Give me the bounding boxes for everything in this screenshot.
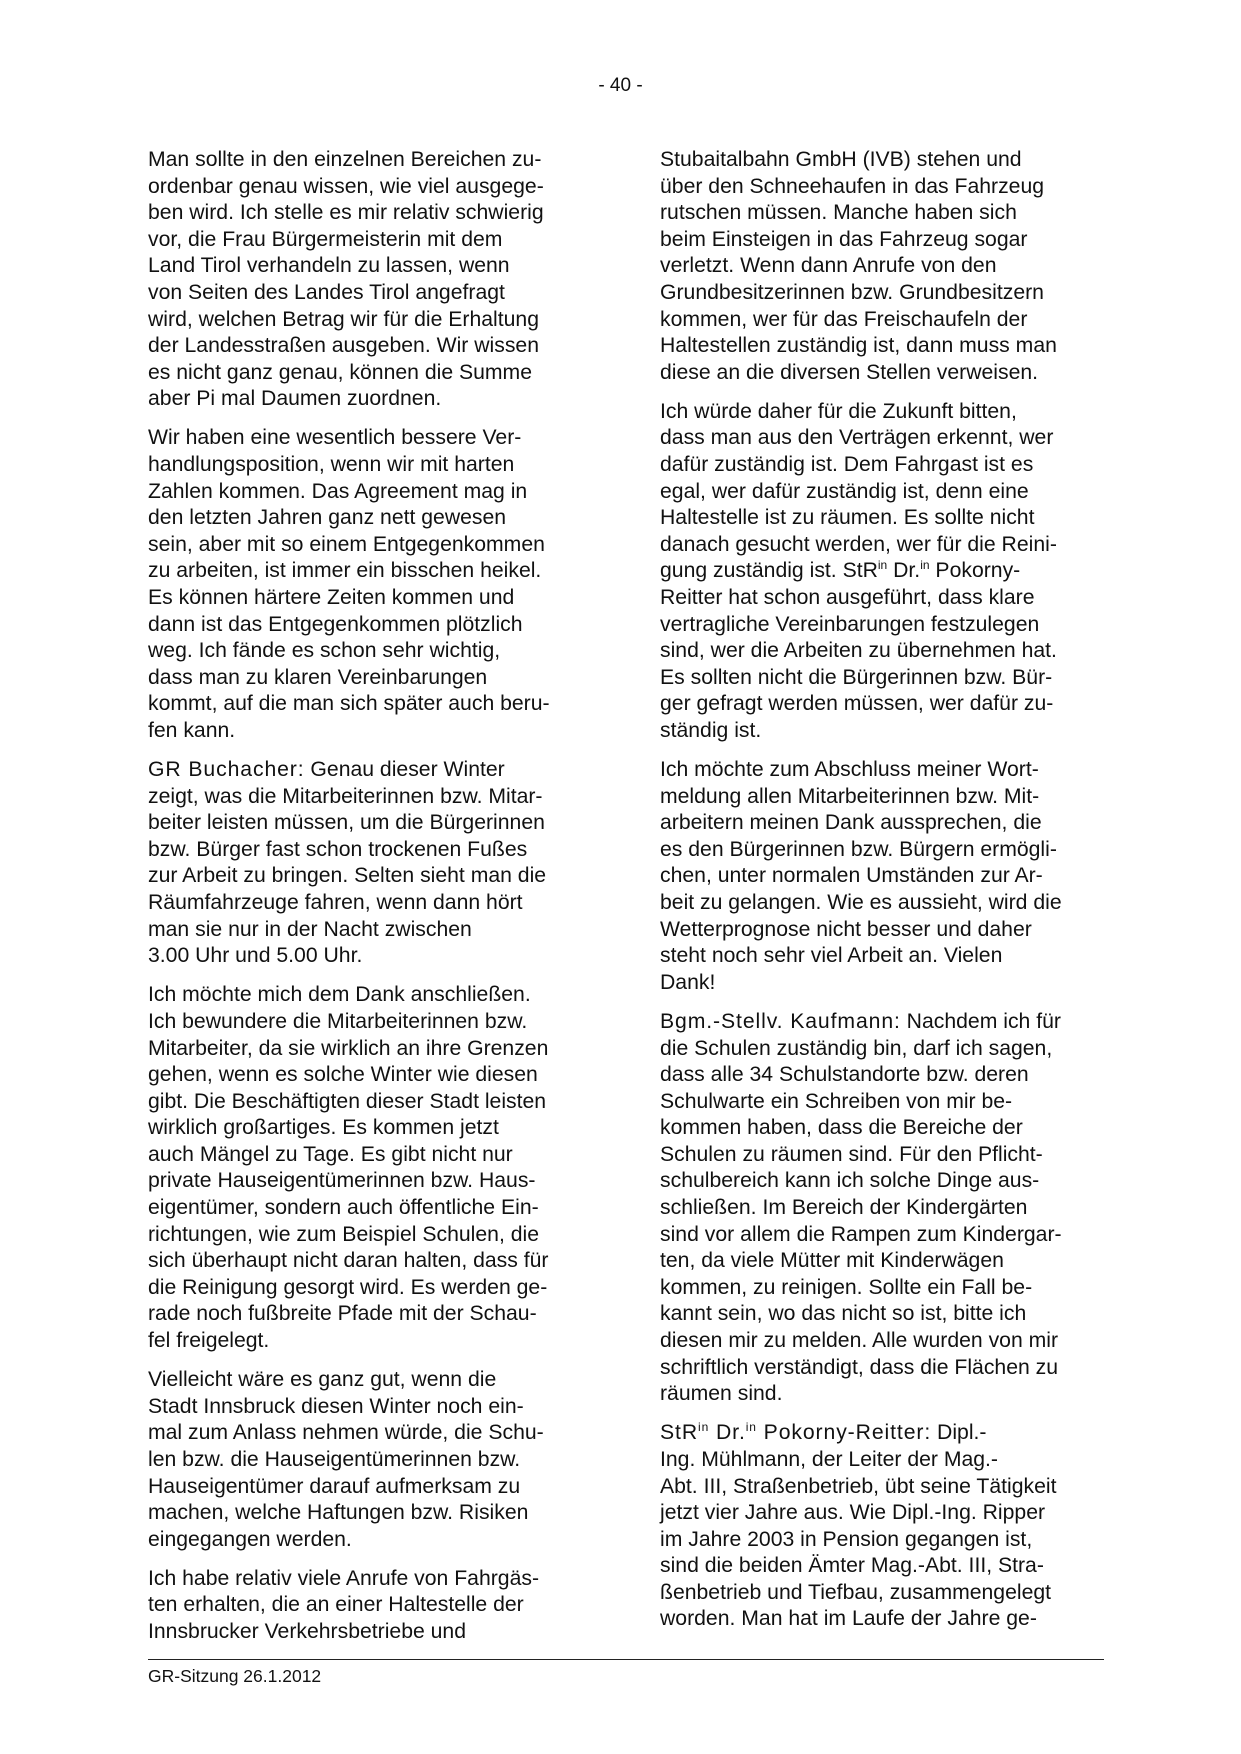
- speaker-paragraph-kaufmann: Bgm.-Stellv. Kaufmann: Nachdem ich für die Schulen zuständig bin, darf ich sagen, dass alle 34 Schulstandorte bzw. deren Schulwarte ein Schreiben von mir be- kommen haben, dass die Bereiche der Schulen zu räumen sind. Für den Pflicht- schulbereich kann ich solche Dinge aus- schließen. Im Bereich der Kindergärten sind vor allem die Rampen zum Kindergar- ten, da viele Mütter mit Kinderwägen kommen, zu reinigen. Sollte ein Fall be- kannt sein, wo das nicht so ist, bitte ich diesen mir zu melden. Alle wurden von mir schriftlich verständigt, dass die Flächen zu räumen sind.: [660, 1009, 1062, 1406]
- paragraph: Wir haben eine wesentlich bessere Ver- handlungsposition, wenn wir mit harten Zahlen kommen. Das Agreement mag in den letzten Jahren ganz nett gewesen sein, aber mit so einem Entgegenkommen zu arbeiten, ist immer ein bisschen heikel. Es können härtere Zeiten kommen und dann ist das Entgegenkommen plötzlich weg. Ich fände es schon sehr wichtig, dass man zu klaren Vereinbarungen kommt, auf die man sich später auch beru- fen kann.: [148, 426, 550, 742]
- speaker-name: StR$^{in}$ Dr.$^{in}$ Pokorny-Reitter:: [660, 1420, 932, 1445]
- left-column: [148, 147, 594, 1658]
- footer-session-date: GR-Sitzung 26.1.2012: [148, 1666, 322, 1686]
- paragraph: Ich habe relativ viele Anrufe von Fahrgäs- ten erhalten, die an einer Haltestelle der Innsbrucker Verkehrsbetriebe und: [148, 1566, 540, 1643]
- speaker-paragraph-buchacher: GR Buchacher: Genau dieser Winter zeigt, was die Mitarbeiterinnen bzw. Mitar- beiter leisten müssen, um die Bürgerinnen bzw. Bürger fast schon trockenen Fußes zur Arbeit zu bringen. Selten sieht man die Räumfahrzeuge fahren, wenn dann hört man sie nur in der Nacht zwischen 3.00 Uhr und 5.00 Uhr.: [148, 758, 547, 968]
- footer-divider: [148, 1659, 1104, 1660]
- paragraph: Ich würde daher für die Zukunft bitten, dass man aus den Verträgen erkennt, wer dafür zuständig ist. Dem Fahrgast ist es egal, wer dafür zuständig ist, denn eine Haltestelle ist zu räumen. Es sollte nicht danach gesucht werden, wer für die Reini- gung zuständig ist. StR$^{in}$ Dr.$^{in}$ Pokorny- Reitter hat schon ausgeführt, dass klare vertragliche Vereinbarungen festzulegen sind, wer die Arbeiten zu übernehmen hat. Es sollten nicht die Bürgerinnen bzw. Bür- ger gefragt werden müssen, wer dafür zu- ständig ist.: [660, 399, 1057, 742]
- paragraph: Man sollte in den einzelnen Bereichen zu- ordenbar genau wissen, wie viel ausgege- ben wird. Ich stelle es mir relativ schwierig vor, die Frau Bürgermeisterin mit dem Land Tirol verhandeln zu lassen, wenn von Seiten des Landes Tirol angefragt wird, welchen Betrag wir für die Erhaltung der Landesstraßen ausgeben. Wir wissen es nicht ganz genau, können die Summe aber Pi mal Daumen zuordnen.: [148, 148, 544, 411]
- paragraph: Vielleicht wäre es ganz gut, wenn die Stadt Innsbruck diesen Winter noch ein- mal zum Anlass nehmen würde, die Schu- len bzw. die Hauseigentümerinnen bzw. Hauseigentümer darauf aufmerksam zu machen, welche Haftungen bzw. Risiken eingegangen werden.: [148, 1368, 544, 1551]
- page-number: - 40 -: [598, 75, 643, 96]
- speaker-name: Bgm.-Stellv. Kaufmann:: [660, 1009, 901, 1033]
- speaker-paragraph-pokorny-reitter: StR$^{in}$ Dr.$^{in}$ Pokorny-Reitter: Dipl.- Ing. Mühlmann, der Leiter der Mag.- Abt. III, Straßenbetrieb, übt seine Tätigkeit jetzt vier Jahre aus. Wie Dipl.-Ing. Ripper im Jahre 2003 in Pension gegangen ist, sind die beiden Ämter Mag.-Abt. III, Stra- ßenbetrieb und Tiefbau, zusammengelegt worden. Man hat im Laufe der Jahre ge-: [660, 1420, 1057, 1631]
- paragraph: Stubaitalbahn GmbH (IVB) stehen und über den Schneehaufen in das Fahrzeug rutschen müssen. Manche haben sich beim Einsteigen in das Fahrzeug sogar verletzt. Wenn dann Anrufe von den Grundbesitzerinnen bzw. Grundbesitzern kommen, wer für das Freischaufeln der Haltestellen zuständig ist, dann muss man diese an die diversen Stellen verweisen.: [660, 148, 1057, 384]
- right-column: [660, 147, 1106, 1646]
- paragraph: Ich möchte zum Abschluss meiner Wort- meldung allen Mitarbeiterinnen bzw. Mit- arbeitern meinen Dank aussprechen, die es den Bürgerinnen bzw. Bürgern ermögli- chen, unter normalen Umständen zur Ar- beit zu gelangen. Wie es aussieht, wird die Wetterprognose nicht besser und daher steht noch sehr viel Arbeit an. Vielen Dank!: [660, 758, 1062, 994]
- speaker-name: GR Buchacher:: [148, 758, 305, 782]
- paragraph: Ich möchte mich dem Dank anschließen. Ich bewundere die Mitarbeiterinnen bzw. Mitarbeiter, da sie wirklich an ihre Grenzen gehen, wenn es solche Winter wie diesen gibt. Die Beschäftigten dieser Stadt leisten wirklich großartiges. Es kommen jetzt auch Mängel zu Tage. Es gibt nicht nur private Hauseigentümerinnen bzw. Haus- eigentümer, sondern auch öffentliche Ein- richtungen, wie zum Beispiel Schulen, die sich überhaupt nicht daran halten, dass für die Reinigung gesorgt wird. Es werden ge- rade noch fußbreite Pfade mit der Schau- fel freigelegt.: [148, 983, 549, 1353]
